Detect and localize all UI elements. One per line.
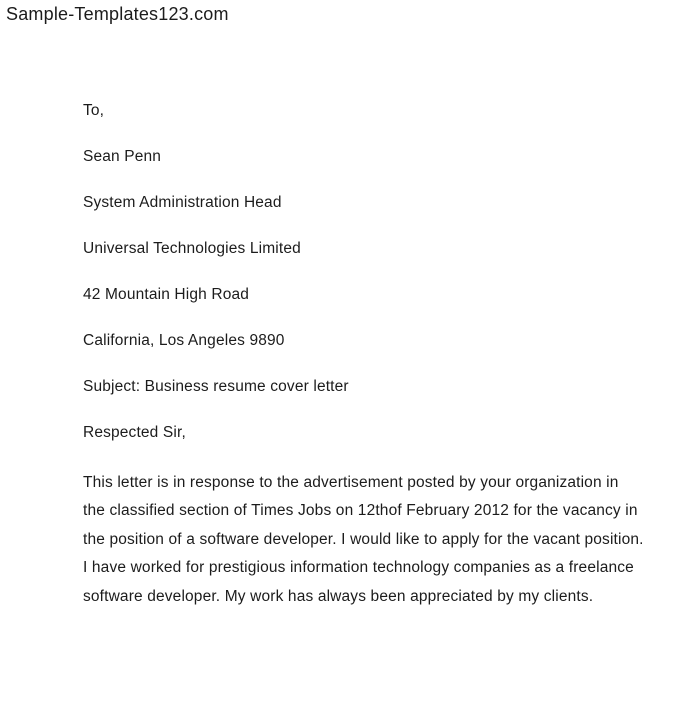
greeting-line: Respected Sir,: [83, 424, 186, 441]
body-line: I have worked for prestigious information technology companies as a freelance: [83, 559, 634, 577]
recipient-title-line: System Administration Head: [83, 194, 282, 211]
body-line: This letter is in response to the advertisement posted by your organization in: [83, 474, 619, 491]
site-watermark: Sample-Templates123.com: [6, 4, 229, 24]
recipient-city-line: California, Los Angeles 9890: [83, 332, 285, 349]
letter-body: [83, 469, 668, 611]
subject-line: Subject: Business resume cover letter: [83, 378, 349, 395]
body-line: the classified section of Times Jobs on 12thof February 2012 for the vacancy in: [83, 502, 638, 520]
letter-document: [83, 101, 668, 611]
body-line: software developer. My work has always been appreciated by my clients.: [83, 587, 594, 605]
recipient-name-line: Sean Penn: [83, 148, 162, 165]
recipient-company-line: Universal Technologies Limited: [83, 240, 301, 257]
to-line: To,: [83, 102, 105, 119]
recipient-street-line: 42 Mountain High Road: [83, 286, 250, 303]
body-line: the position of a software developer. I would like to apply for the vacant position.: [83, 530, 644, 548]
